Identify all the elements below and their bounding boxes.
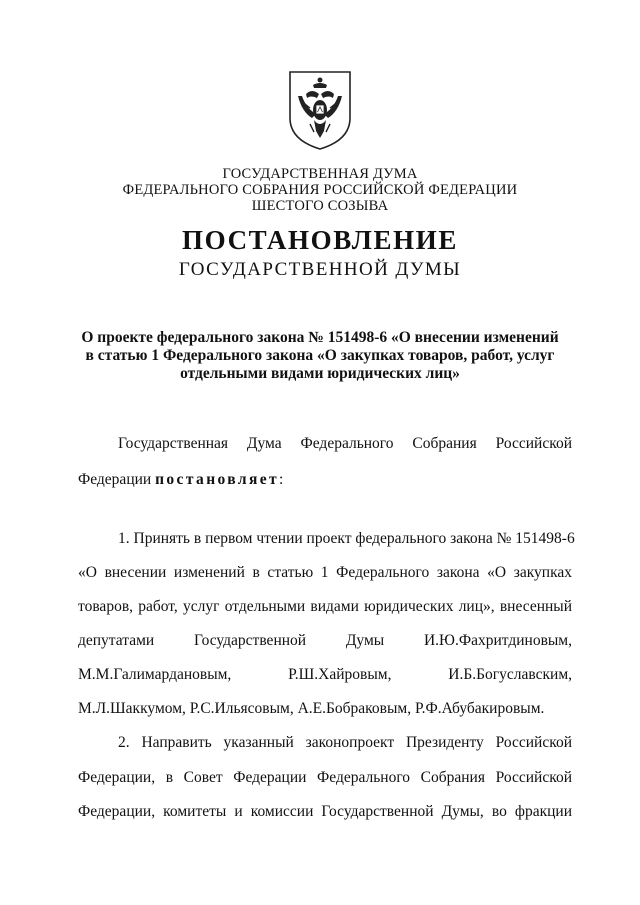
item2-line-2: Федерации, в Совет Федерации Федерального Собрания Российской xyxy=(78,769,572,786)
document-subtitle: ГОСУДАРСТВЕННОЙ ДУМЫ xyxy=(178,259,462,280)
item2-line-3: Федерации, комитеты и комиссии Государственной Думы, во фракции xyxy=(78,803,572,820)
subject-line-3: отдельными видами юридических лиц» xyxy=(180,365,460,382)
subject-line-2: в статью 1 Федерального закона «О закупках товаров, работ, услуг xyxy=(85,347,555,364)
item1-line-6: М.Л.Шаккумом, Р.С.Ильясовым, А.Е.Бобраковым, Р.Ф.Абубакировым. xyxy=(78,700,545,717)
document-title: ПОСТАНОВЛЕНИЕ xyxy=(182,225,458,255)
org-name-line-1: ГОСУДАРСТВЕННАЯ ДУМА xyxy=(222,166,418,182)
item1-line-2: «О внесении изменений в статью 1 Федерального закона «О закупках xyxy=(78,564,572,581)
preamble-line-2 xyxy=(78,471,572,489)
preamble-verb: постановляет xyxy=(155,471,280,488)
item1-line-5: М.М.Галимардановым, Р.Ш.Хайровым, И.Б.Богуславским, xyxy=(78,666,572,683)
convocation: ШЕСТОГО СОЗЫВА xyxy=(251,198,389,214)
subject-line-1: О проекте федерального закона № 151498-6 «О внесении изменений xyxy=(81,329,559,346)
org-name-line-2: ФЕДЕРАЛЬНОГО СОБРАНИЯ РОССИЙСКОЙ ФЕДЕРАЦИИ xyxy=(122,182,518,198)
item1-line-3: товаров, работ, услуг отдельными видами юридических лиц», внесенный xyxy=(78,598,572,615)
item1-line-4: депутатами Государственной Думы И.Ю.Фахритдиновым, xyxy=(78,632,572,649)
state-emblem-icon xyxy=(286,68,354,152)
item2-line-1: 2. Направить указанный законопроект Президенту Российской xyxy=(118,734,572,751)
preamble-line-1: Государственная Дума Федерального Собрания Российской xyxy=(118,435,572,452)
preamble-prefix: Федерации xyxy=(78,471,156,488)
item1-line-1: 1. Принять в первом чтении проект федерального закона № 151498-6 xyxy=(118,530,575,547)
preamble-colon: : xyxy=(279,471,284,488)
